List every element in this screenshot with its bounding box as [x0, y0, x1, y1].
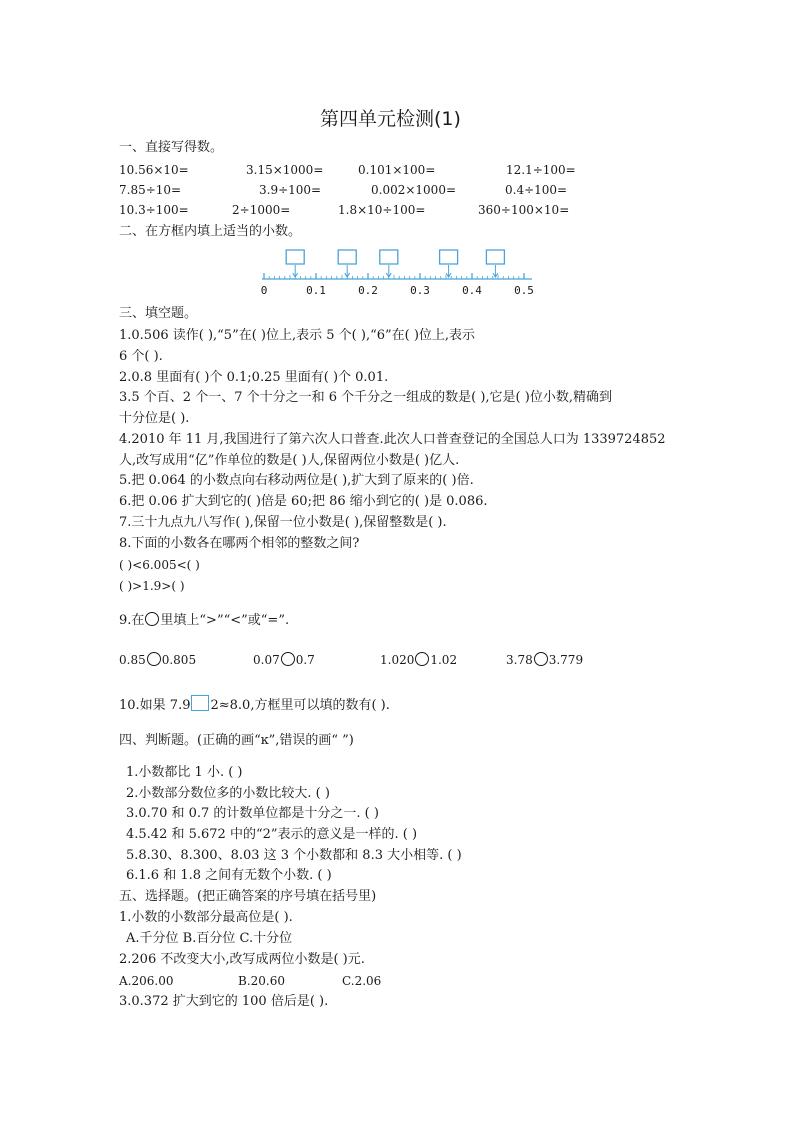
question-text: 3.5 个百、2 个一、7 个十分之一和 6 个千分之一组成的数是( ),它是( )位小数,精确到 — [119, 390, 612, 405]
choice-options: A.千分位 B.百分位 C.十分位 — [126, 931, 293, 946]
section-3-heading: 三、填空题。 — [119, 306, 198, 321]
pointer-arrow-icon — [493, 265, 498, 277]
question-text: 8.下面的小数各在哪两个相邻的整数之间? — [119, 536, 360, 551]
question-text: 2.0.8 里面有( )个 0.1;0.25 里面有( )个 0.01. — [119, 370, 389, 385]
compare-circle-icon — [281, 652, 295, 666]
calc-item: 10.3÷100= — [119, 203, 189, 217]
page-title: 第四单元检测(1) — [320, 108, 461, 130]
q9-prefix: 9.在 — [119, 613, 145, 628]
compare-item — [506, 652, 583, 668]
section-1-heading: 一、直接写得数。 — [119, 140, 224, 155]
question-text: 4.2010 年 11 月,我国进行了第六次人口普查.此次人口普查登记的全国总人口为 1339724852 — [119, 432, 666, 447]
section-5-heading: 五、选择题。(把正确答案的序号填在括号里) — [119, 889, 377, 904]
compare-item — [380, 652, 457, 668]
tick-label: 0.3 — [410, 284, 430, 297]
choice-question: 2.206 不改变大小,改写成两位小数是( )元. — [119, 952, 365, 967]
judge-item: 5.8.30、8.300、8.03 这 3 个小数都和 8.3 大小相等. ( ) — [126, 848, 462, 863]
question-text: 6.把 0.06 扩大到它的( )倍是 60;把 86 缩小到它的( )是 0.086. — [119, 494, 488, 509]
question-text: 6 个( ). — [119, 349, 163, 364]
tick-label: 0.1 — [306, 284, 326, 297]
calc-item: 3.15×1000= — [246, 163, 324, 177]
compare-left: 1.020 — [380, 653, 415, 667]
compare-left: 0.07 — [253, 653, 280, 667]
judge-item: 3.0.70 和 0.7 的计数单位都是十分之一. ( ) — [126, 806, 379, 821]
calc-item: 2÷1000= — [232, 203, 291, 217]
answer-box-icon — [380, 250, 398, 264]
question-text: 人,改写成用“亿”作单位的数是( )人,保留两位小数是( )亿人. — [119, 453, 460, 468]
choice-option: A.206.00 — [119, 974, 174, 988]
calc-item: 10.56×10= — [119, 163, 189, 177]
question-text — [119, 612, 289, 629]
question-text: ( )>1.9>( ) — [119, 579, 185, 593]
compare-circle-icon — [147, 652, 161, 666]
calc-item: 1.8×10÷100= — [338, 203, 426, 217]
tick-label: 0 — [260, 284, 268, 297]
question-text — [119, 695, 390, 714]
question-text: ( )<6.005<( ) — [119, 558, 200, 572]
pointer-arrow-icon — [446, 265, 451, 277]
answer-box-icon — [440, 250, 458, 264]
judge-item: 1.小数都比 1 小. ( ) — [126, 765, 243, 780]
compare-right: 0.7 — [295, 653, 315, 667]
answer-box-icon — [486, 250, 504, 264]
calc-item: 0.002×1000= — [371, 183, 457, 197]
compare-item — [119, 652, 196, 668]
compare-circle-icon — [145, 612, 159, 626]
choice-question: 1.小数的小数部分最高位是( ). — [119, 910, 293, 925]
tick-label: 0.2 — [358, 284, 378, 297]
answer-box-icon — [286, 250, 304, 264]
section-4-heading: 四、判断题。(正确的画“ĸ”,错误的画“ ”) — [119, 733, 354, 748]
compare-right: 3.779 — [548, 653, 584, 667]
section-2-heading: 二、在方框内填上适当的小数。 — [119, 224, 302, 239]
calc-item: 0.101×100= — [358, 163, 436, 177]
question-text: 1.0.506 读作( ),“5”在( )位上,表示 5 个( ),“6”在( )位上,表示 — [119, 328, 476, 343]
number-line-figure — [250, 244, 550, 300]
question-text: 7.三十九点九八写作( ),保留一位小数是( ),保留整数是( ). — [119, 515, 447, 530]
calc-item: 12.1÷100= — [506, 163, 576, 177]
calc-item: 3.9÷100= — [259, 183, 322, 197]
calc-item: 0.4÷100= — [505, 183, 568, 197]
compare-left: 0.85 — [119, 653, 146, 667]
pointer-arrow-icon — [345, 265, 350, 277]
choice-question: 3.0.372 扩大到它的 100 倍后是( ). — [119, 994, 329, 1009]
tick-label: 0.5 — [514, 284, 534, 297]
q10-prefix: 10.如果 7.9 — [119, 698, 191, 713]
calc-item: 7.85÷10= — [119, 183, 182, 197]
pointer-arrow-icon — [293, 265, 298, 277]
compare-item — [253, 652, 315, 668]
choice-option: B.20.60 — [238, 974, 285, 988]
compare-left: 3.78 — [506, 653, 533, 667]
compare-right: 1.02 — [430, 653, 458, 667]
question-text: 5.把 0.064 的小数点向右移动两位是( ),扩大到了原来的( )倍. — [119, 473, 474, 488]
compare-circle-icon — [415, 652, 429, 666]
judge-item: 2.小数部分数位多的小数比较大. ( ) — [126, 786, 330, 801]
q9-suffix: 里填上“>”“<”或“=”. — [160, 613, 290, 628]
choice-option: C.2.06 — [342, 974, 382, 988]
compare-right: 0.805 — [161, 653, 197, 667]
calc-item: 360÷100×10= — [478, 203, 570, 217]
pointer-arrow-icon — [386, 265, 391, 277]
answer-box-icon — [191, 695, 209, 711]
compare-circle-icon — [534, 652, 548, 666]
answer-box-icon — [338, 250, 356, 264]
judge-item: 4.5.42 和 5.672 中的“2”表示的意义是一样的. ( ) — [126, 827, 418, 842]
q10-suffix: 2≈8.0,方框里可以填的数有( ). — [210, 698, 390, 713]
question-text: 十分位是( ). — [119, 411, 190, 426]
tick-label: 0.4 — [462, 284, 482, 297]
judge-item: 6.1.6 和 1.8 之间有无数个小数. ( ) — [126, 868, 332, 883]
